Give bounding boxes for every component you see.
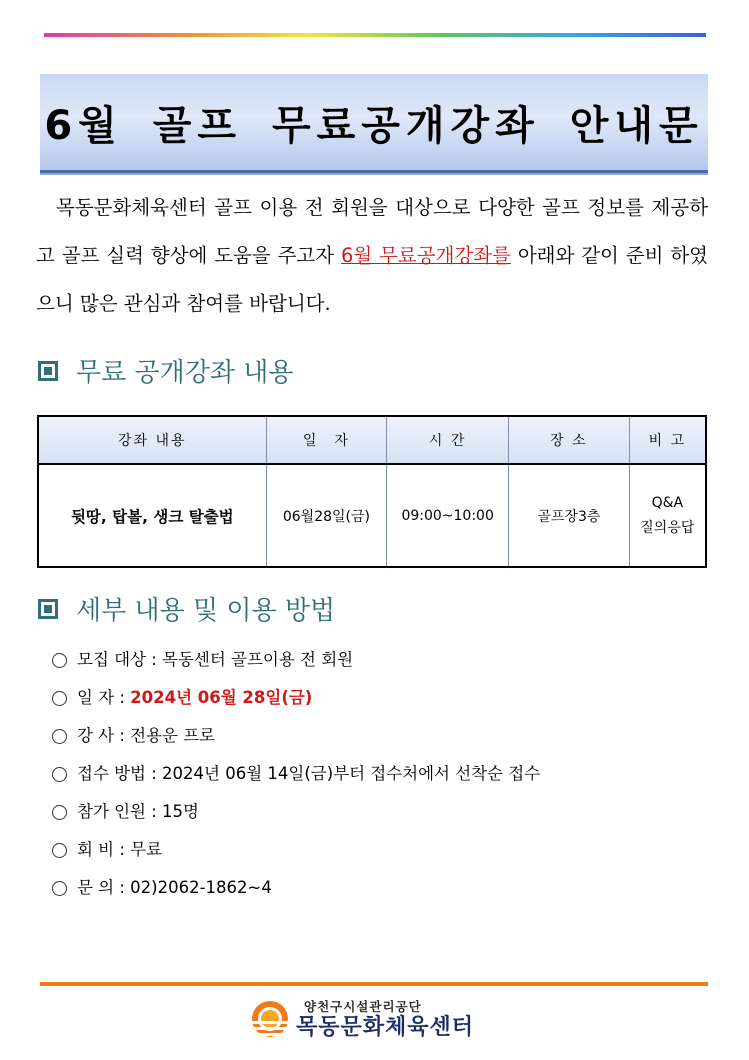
note-line-2: 질의응답 <box>640 519 695 536</box>
page-title: 6월 골프 무료공개강좌 안내문 <box>44 102 704 149</box>
lecture-date-cell: 06월28일(금) <box>266 464 387 567</box>
intro-highlight: 6월 무료공개강좌를 <box>340 244 511 267</box>
footer-logo <box>250 994 510 1044</box>
top-rainbow-rule <box>44 33 706 37</box>
intro-paragraph <box>36 184 708 328</box>
footer-center-name: 목동문화체육센터 <box>296 1015 475 1040</box>
lecture-place-cell: 골프장3층 <box>509 464 630 567</box>
detail-target: 모집 대상 : 목동센터 골프이용 전 회원 <box>77 650 354 669</box>
table-header-cell: 장 소 <box>509 416 630 464</box>
table-header-cell: 일 자 <box>266 416 387 464</box>
detail-fee: 회 비 : 무료 <box>77 840 163 859</box>
section-title: 무료 공개강좌 내용 <box>76 358 294 388</box>
section-title: 세부 내용 및 이용 방법 <box>76 596 336 626</box>
detail-capacity: 참가 인원 : 15명 <box>77 802 199 821</box>
circle-bullet-icon <box>52 729 67 744</box>
footer-org-name: 양천구시설관리공단 <box>304 999 422 1014</box>
square-bullet-icon <box>38 361 58 381</box>
circle-bullet-icon <box>52 843 67 858</box>
sun-logo-icon <box>250 999 290 1039</box>
intro-text-1: 목동문화체육센터 골프 이용 전 회원을 대상으로 다양한 골프 정보를 제공하고 골프 실력 향상에 도움을 주고자 <box>36 196 708 267</box>
bottom-orange-rule <box>40 982 708 986</box>
table-header-row <box>38 416 706 464</box>
list-item <box>52 798 540 836</box>
title-banner <box>40 74 708 173</box>
detail-instructor: 강 사 : 전용운 프로 <box>77 726 216 745</box>
lecture-note-cell <box>629 464 706 567</box>
lecture-content-cell: 뒷땅, 탑볼, 생크 탈출법 <box>38 464 266 567</box>
list-item <box>52 874 540 912</box>
table-header-cell: 시 간 <box>387 416 509 464</box>
circle-bullet-icon <box>52 805 67 820</box>
list-item <box>52 646 540 684</box>
table-header-cell: 강좌 내용 <box>38 416 266 464</box>
table-header-cell: 비 고 <box>629 416 706 464</box>
detail-date-label: 일 자 : <box>77 688 131 707</box>
list-item <box>52 722 540 760</box>
list-item <box>52 684 540 722</box>
detail-date-value: 2024년 06월 28일(금) <box>130 688 313 707</box>
circle-bullet-icon <box>52 691 67 706</box>
table-row <box>38 464 706 567</box>
detail-inquiry: 문 의 : 02)2062-1862~4 <box>77 878 272 897</box>
circle-bullet-icon <box>52 653 67 668</box>
square-bullet-icon <box>38 599 58 619</box>
list-item <box>52 836 540 874</box>
lecture-table <box>37 415 707 568</box>
details-list <box>52 646 540 912</box>
section-heading-lecture <box>38 352 293 389</box>
list-item <box>52 760 540 798</box>
circle-bullet-icon <box>52 767 67 782</box>
section-heading-details <box>38 590 335 627</box>
note-line-1: Q&A <box>651 494 684 511</box>
circle-bullet-icon <box>52 881 67 896</box>
lecture-time-cell: 09:00~10:00 <box>387 464 509 567</box>
detail-apply: 접수 방법 : 2024년 06월 14일(금)부터 접수처에서 선착순 접수 <box>77 764 541 783</box>
intro-text-2: 아래와 같이 준비 하였으니 많은 관심과 참여를 바랍니다. <box>36 244 708 315</box>
